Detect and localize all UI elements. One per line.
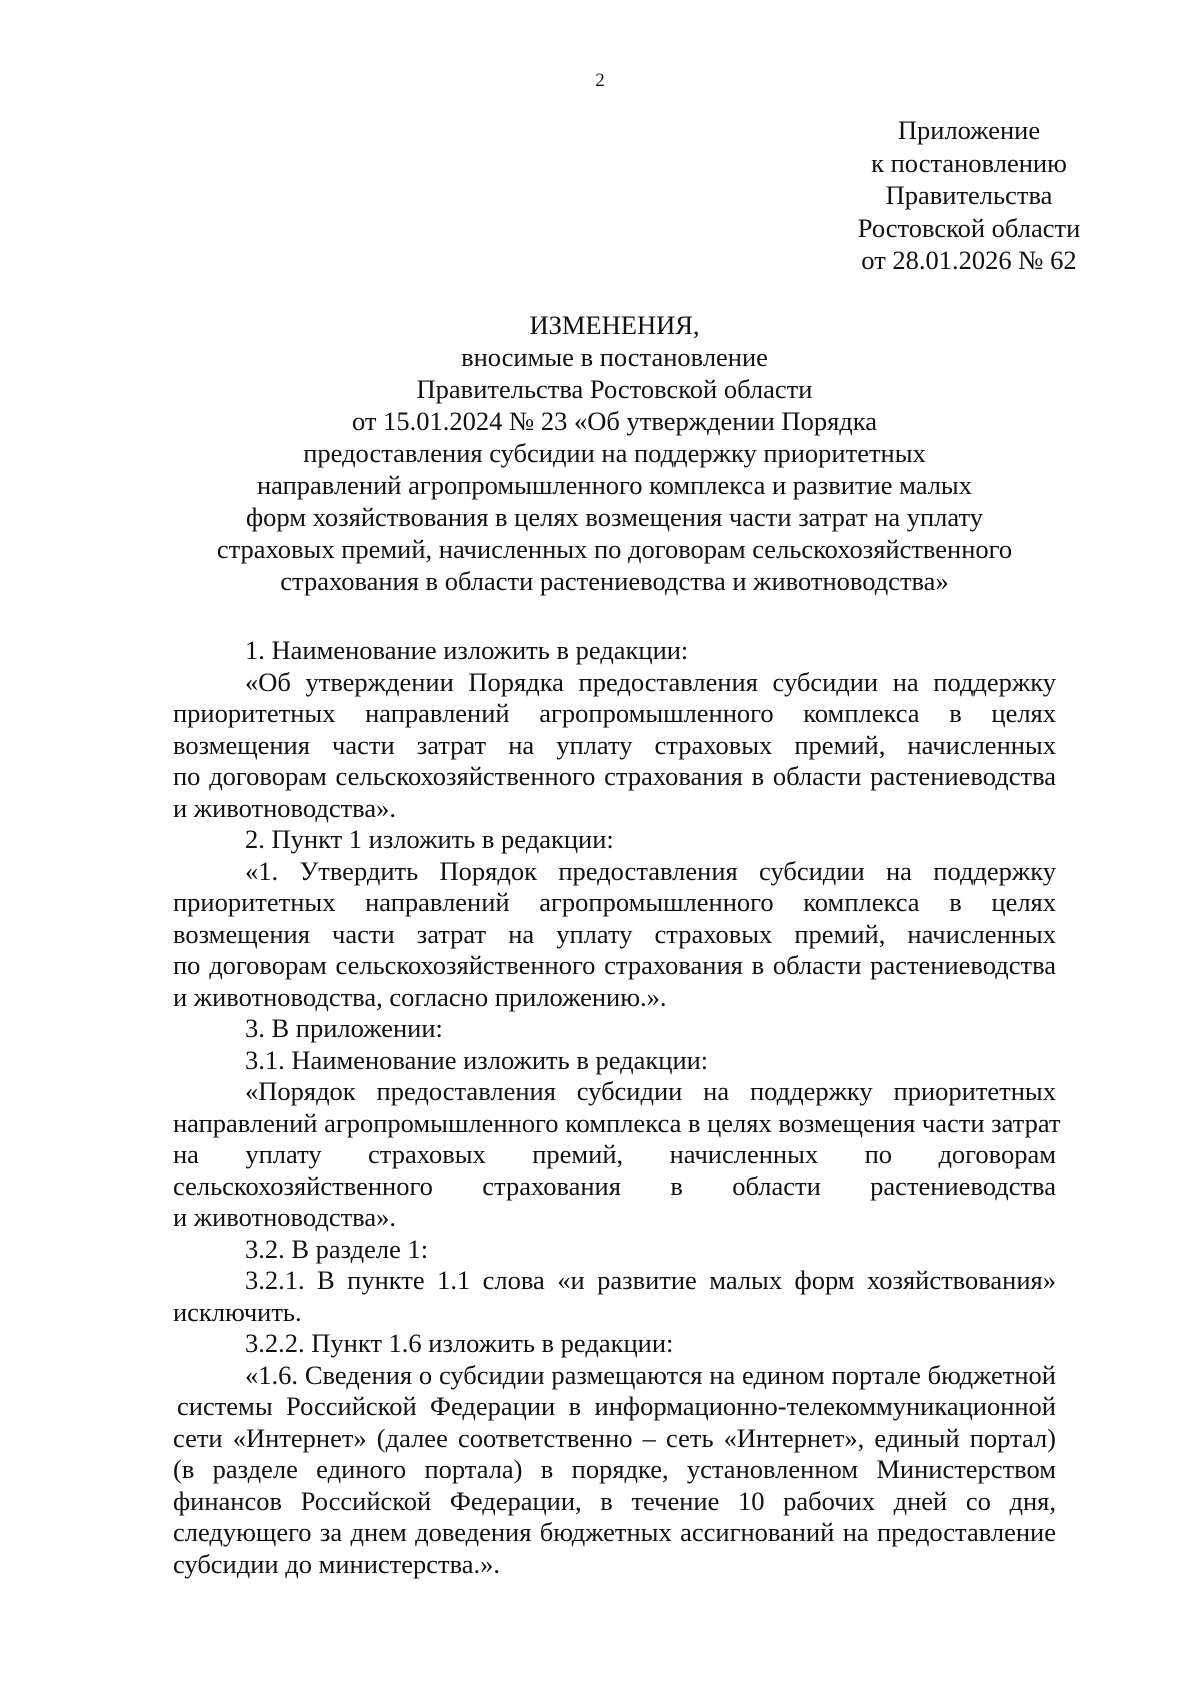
- item-3-1-text-line: на уплату страховых премий, начисленных по договорам: [173, 1139, 1056, 1169]
- item-3-1-text-line: «Порядок предоставления субсидии на поддержку приоритетных: [245, 1076, 1056, 1106]
- title-heading: ИЗМЕНЕНИЯ,: [529, 310, 700, 340]
- item-3-2-2-text-line: «1.6. Сведения о субсидии размещаются на едином портале бюджетной: [245, 1359, 1056, 1390]
- title-line: форм хозяйствования в целях возмещения части затрат на уплату: [246, 502, 983, 532]
- document-title: [173, 309, 1056, 597]
- item-1-heading: 1. Наименование изложить в редакции:: [245, 635, 689, 665]
- appendix-line: Приложение: [897, 115, 1041, 145]
- appendix-line: Ростовской области: [857, 212, 1081, 243]
- item-3-2-heading: 3.2. В разделе 1:: [245, 1233, 429, 1264]
- item-3-2-1-text-line: исключить.: [173, 1296, 302, 1327]
- title-line: Правительства Ростовской области: [416, 374, 813, 404]
- appendix-line: Правительства: [885, 180, 1053, 210]
- title-line: страхования в области растениеводства и животноводства»: [280, 566, 949, 596]
- page-number: 2: [595, 70, 605, 91]
- item-3-1-text-line: направлений агропромышленного комплекса в целях возмещения части затрат: [173, 1107, 1061, 1138]
- item-3-heading: 3. В приложении:: [245, 1013, 443, 1043]
- document-body: [173, 635, 1061, 1580]
- title-line: предоставления субсидии на поддержку приоритетных: [303, 438, 926, 468]
- item-3-1-text-line: сельскохозяйственного страхования в области растениеводства: [173, 1170, 1056, 1201]
- item-2-text-line: и животноводства, согласно приложению.».: [173, 981, 667, 1012]
- item-2-text-line: по договорам сельскохозяйственного страхования в области растениеводства: [173, 950, 1056, 980]
- item-2-text-line: возмещения части затрат на уплату страховых премий, начисленных: [173, 918, 1056, 949]
- title-line: направлений агропромышленного комплекса и развитие малых: [257, 470, 972, 500]
- item-3-2-2-text-line: финансов Российской Федерации, в течение 10 рабочих дней со дня,: [173, 1485, 1056, 1516]
- item-3-2-2-text-line: следующего за днем доведения бюджетных ассигнований на предоставление: [173, 1517, 1056, 1547]
- title-line: от 15.01.2024 № 23 «Об утверждении Порядка: [352, 406, 877, 436]
- appendix-line: к постановлению: [871, 147, 1067, 178]
- item-3-2-2-text-line: субсидии до министерства.».: [173, 1548, 501, 1579]
- item-3-2-1-text-line: 3.2.1. В пункте 1.1 слова «и развитие малых форм хозяйствования»: [245, 1265, 1056, 1295]
- item-2-text-line: приоритетных направлений агропромышленного комплекса в целях: [173, 887, 1056, 917]
- item-1-text-line: по договорам сельскохозяйственного страхования в области растениеводства: [173, 761, 1056, 791]
- title-line: вносимые в постановление: [461, 342, 768, 372]
- item-1-text-line: приоритетных направлений агропромышленного комплекса в целях: [173, 698, 1056, 728]
- item-1-text-line: возмещения части затрат на уплату страховых премий, начисленных: [173, 729, 1056, 760]
- item-3-1-text-line: и животноводства».: [173, 1202, 396, 1232]
- appendix-line: от 28.01.2026 № 62: [861, 245, 1077, 275]
- item-3-2-2-text-line: сети «Интернет» (далее соответственно – сеть «Интернет», единый портал): [173, 1422, 1056, 1453]
- item-3-2-2-heading: 3.2.2. Пункт 1.6 изложить в редакции:: [245, 1328, 674, 1358]
- item-3-2-2-text-line: (в разделе единого портала) в порядке, установленном Министерством: [173, 1454, 1056, 1484]
- title-line: страховых премий, начисленных по договорам сельскохозяйственного: [216, 534, 1013, 564]
- item-1-text-line: «Об утверждении Порядка предоставления субсидии на поддержку: [245, 666, 1056, 697]
- appendix-block: [829, 114, 1109, 277]
- item-2-text-line: «1. Утвердить Порядок предоставления субсидии на поддержку: [245, 855, 1056, 886]
- item-3-1-heading: 3.1. Наименование изложить в редакции:: [245, 1044, 709, 1075]
- item-1-text-line: и животноводства».: [173, 792, 396, 823]
- item-3-2-2-text-line: системы Российской Федерации в информационно-телекоммуникационной: [177, 1391, 1056, 1421]
- item-2-heading: 2. Пункт 1 изложить в редакции:: [245, 824, 614, 854]
